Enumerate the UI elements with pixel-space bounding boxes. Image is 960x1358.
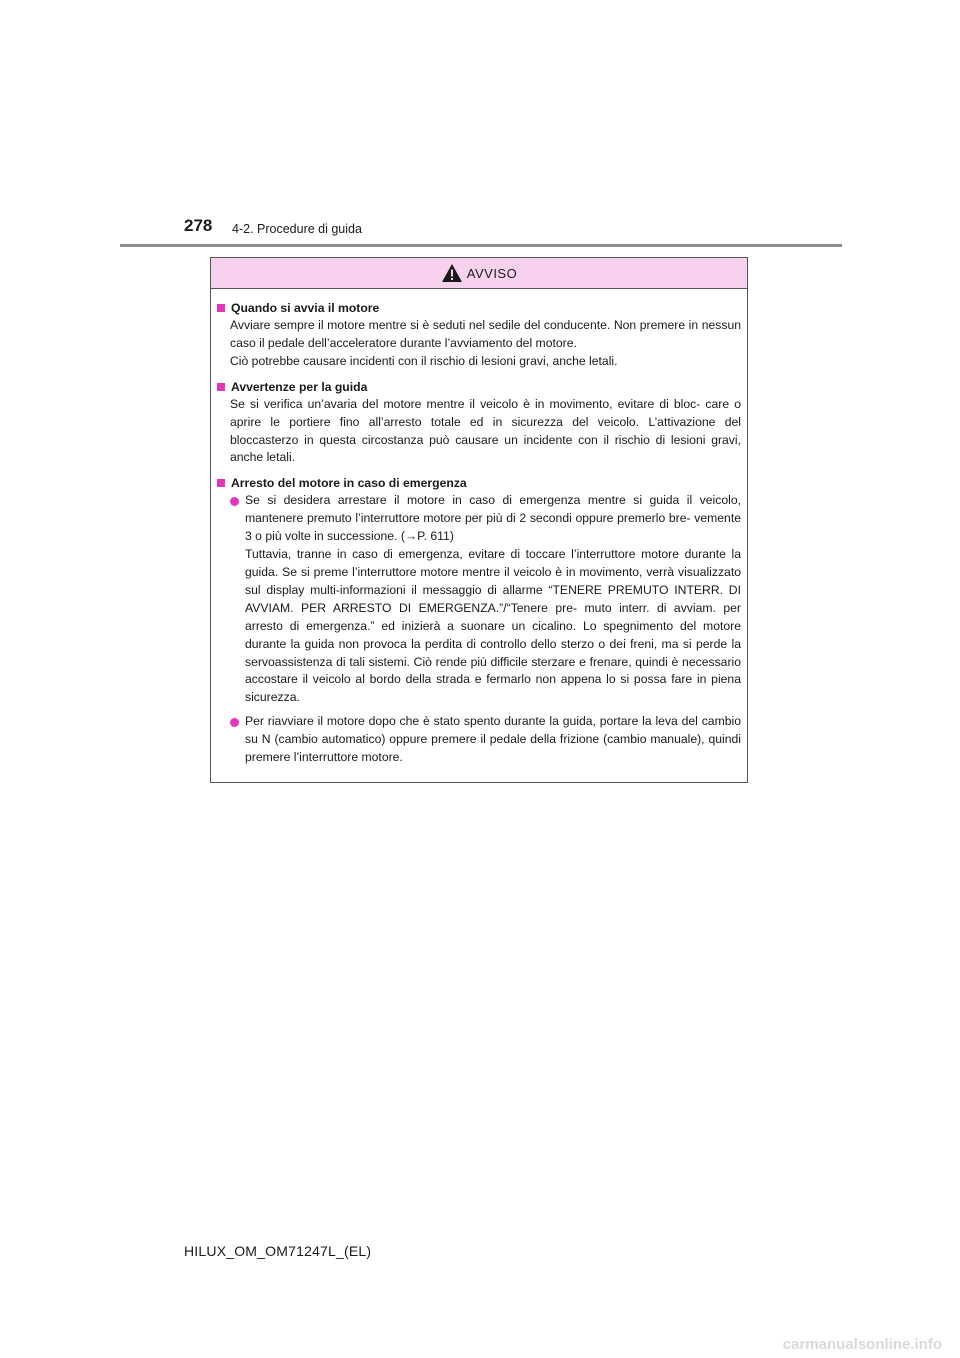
list-item: [230, 713, 741, 767]
section-heading: [217, 378, 741, 396]
paragraph-text: Se si desidera arrestare il motore in caso di emergenza mentre si guida il veicolo, mantenere premuto l’interruttore motore per più di 2 secondi oppure premerlo bre- vemente 3 o più volte in successione. (→P. 611): [245, 493, 741, 544]
section-driving-warnings: [217, 378, 741, 468]
page-number: 278: [184, 216, 213, 235]
document-code: HILUX_OM_OM71247L_(EL): [184, 1243, 372, 1259]
list-item-text: [245, 492, 741, 707]
section-heading-text: Avvertenze per la guida: [231, 379, 368, 394]
list-item-text: [245, 713, 741, 767]
square-bullet-icon: [217, 304, 225, 312]
warning-body: [211, 289, 747, 767]
section-paragraph: [230, 317, 741, 371]
paragraph-text: Ciò potrebbe causare incidenti con il rischio di lesioni gravi, anche letali.: [230, 353, 618, 368]
section-engine-start: [217, 299, 741, 371]
square-bullet-icon: [217, 479, 225, 487]
circle-bullet-icon: [230, 718, 239, 727]
watermark: carmanualsonline.info: [782, 1336, 942, 1353]
warning-triangle-icon: [441, 263, 463, 283]
chapter-title: 4-2. Procedure di guida: [232, 222, 362, 236]
section-emergency-stop: [217, 474, 741, 767]
square-bullet-icon: [217, 383, 225, 391]
list-item: [230, 492, 741, 707]
paragraph-text: Avviare sempre il motore mentre si è seduti nel sedile del conducente. Non premere in nessun caso il pedale dell’acceleratore durante l’avviamento del motore.: [230, 318, 741, 350]
paragraph-text: Se si verifica un’avaria del motore mentre il veicolo è in movimento, evitare di bloc- care o aprire le portiere fino all’arresto totale ed in sicurezza del veicolo. L’attivazione del bloccasterzo in questa circostanza può causare un incidente con il rischio di lesioni gravi, anche letali.: [230, 396, 741, 465]
warning-box: [210, 257, 748, 783]
section-paragraph: [230, 396, 741, 468]
paragraph-text: Per riavviare il motore dopo che è stato spento durante la guida, portare la leva del cambio su N (cambio automatico) oppure premere il pedale della frizione (cambio manuale), quindi premere l’interruttore motore.: [245, 714, 741, 765]
section-heading: [217, 474, 741, 492]
section-heading: [217, 299, 741, 317]
section-heading-text: Arresto del motore in caso di emergenza: [231, 476, 467, 491]
paragraph-text: Tuttavia, tranne in caso di emergenza, evitare di toccare l’interruttore motore durante la guida. Se si preme l’interruttore motore mentre il veicolo è in movimento, verrà visualizzato sul display multi-informazioni il messaggio di allarme “TENERE PREMUTO INTERR. DI AVVIAM. PER ARRESTO DI EMERGENZA.”/“Tenere pre- muto interr. di avviam. per arresto di emergenza.” ed inizierà a suonare un cicalino. Lo spegnimento del motore durante la guida non provoca la perdita di controllo dello sterzo o dei freni, ma si perde la servoassistenza di tali sistemi. Ciò rende più difficile sterzare e frenare, quindi è necessario accostare il veicolo al bordo della strada e fermarlo non appena lo si possa fare in piena sicurezza.: [245, 547, 741, 705]
warning-header: [211, 258, 747, 289]
circle-bullet-icon: [230, 497, 239, 506]
header-divider: [120, 244, 842, 247]
section-heading-text: Quando si avvia il motore: [231, 301, 380, 315]
warning-title: AVVISO: [466, 265, 518, 281]
